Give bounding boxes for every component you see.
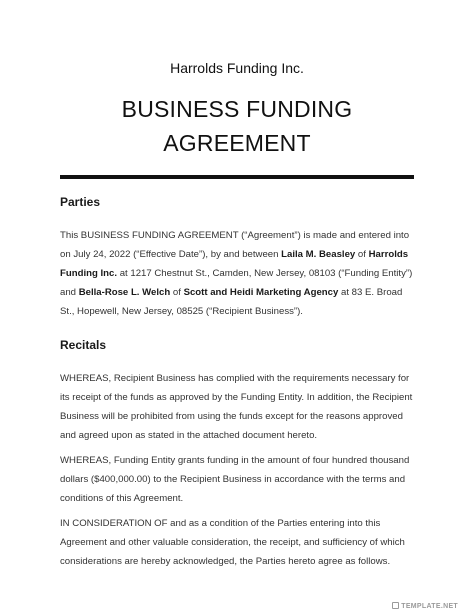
parties-heading: Parties <box>60 195 101 209</box>
company-name: Harrolds Funding Inc. <box>170 60 304 76</box>
recitals-paragraph-1: WHEREAS, Recipient Business has complied with the requirements necessary for its receipt of the funds as approved by the Funding Entity. In addition, the Recipient Business will be prohibited from using the funds except for the reasons approved and agreed upon as stated in the attached document hereto. <box>60 373 413 441</box>
parties-text-1: This BUSINESS FUNDING AGREEMENT (“Agreement”) is made and entered into on July 24, 2022 (“Effective Date”), by and between <box>60 230 410 260</box>
parties-paragraph <box>60 226 416 321</box>
template-watermark <box>392 602 458 610</box>
parties-text-4: of <box>170 287 184 298</box>
parties-text-2: of <box>355 249 369 260</box>
funder-company: Harrolds Funding Inc. <box>60 249 409 279</box>
recipient-company: Scott and Heidi Marketing Agency <box>183 287 339 298</box>
template-logo-icon <box>392 602 399 609</box>
parties-text-5: at 83 E. Broad St., Hopewell, New Jersey, 08525 (“Recipient Business”). <box>60 287 403 317</box>
title-line-1: BUSINESS FUNDING <box>121 96 353 122</box>
parties-text-3: at 1217 Chestnut St., Camden, New Jersey, 08103 (“Funding Entity”) and <box>60 268 413 298</box>
title-line-2: AGREEMENT <box>163 130 311 156</box>
document-title <box>0 92 474 160</box>
recitals-paragraph-3: IN CONSIDERATION OF and as a condition of the Parties entering into this Agreement and other valuable consideration, the receipt, and sufficiency of which considerations are hereby acknowledged, the Parties hereto agree as follows. <box>60 518 405 567</box>
recipient-name: Bella-Rose L. Welch <box>78 287 171 298</box>
title-divider <box>60 175 414 179</box>
recitals-paragraph-2: WHEREAS, Funding Entity grants funding in the amount of four hundred thousand dollars ($400,000.00) to the Recipient Business in accordance with the terms and conditions of this Agreement. <box>60 455 410 504</box>
funder-name: Laila M. Beasley <box>281 249 356 260</box>
recitals-heading: Recitals <box>60 338 107 352</box>
watermark-text: TEMPLATE.NET <box>401 603 458 610</box>
